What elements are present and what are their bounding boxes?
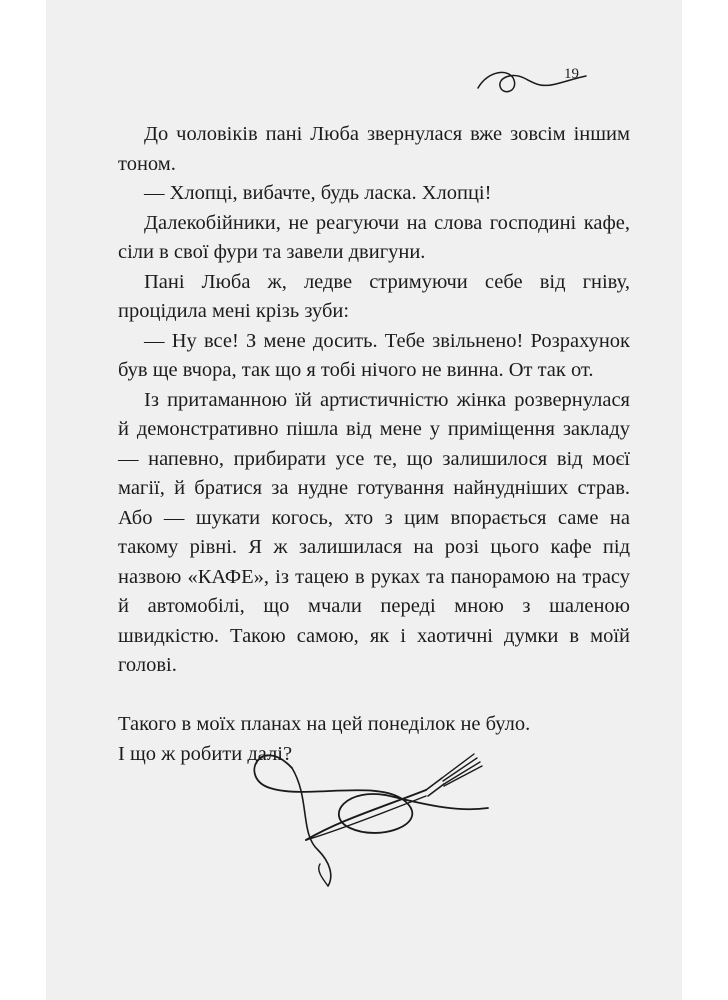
book-page bbox=[46, 0, 682, 1000]
closing-line: Такого в моїх планах на цей понеділок не було. bbox=[118, 713, 531, 735]
paragraph: — Ну все! З мене досить. Тебе звільнено! Розрахунок був ще вчора, так що я тобі нічого не винна. От так от. bbox=[118, 329, 630, 381]
paragraph: — Хлопці, вибачте, будь ласка. Хлопці! bbox=[144, 182, 492, 204]
closing-line: І що ж робити далі? bbox=[118, 742, 293, 765]
body-text bbox=[118, 120, 630, 769]
paragraph: Далекобійники, не реагуючи на слова господині кафе, сіли в свої фури та завели двигуни. bbox=[118, 211, 630, 263]
paragraph: Із притаманною їй артистичністю жінка розвернулася й демонстративно пішла від мене у приміщення закладу — напевно, прибирати усе те, що залишилося від моєї магії, й братися за нудне готування найнудніших страв. Або — шукати когось, хто з цим впорається саме на такому рівні. Я ж залишилася на розі цього кафе під назвою «КАФЕ», із тацею в руках та панорамою на трасу й автомобілі, що мчали переді мною з шаленою швидкістю. Такою самою, як і хаотичні думки в моїй голові. bbox=[118, 388, 630, 676]
paragraph: До чоловіків пані Люба звернулася вже зовсім іншим тоном. bbox=[118, 123, 630, 175]
page-number: 19 bbox=[564, 66, 579, 82]
paragraph: Пані Люба ж, ледве стримуючи себе від гніву, процідила мені крізь зуби: bbox=[118, 270, 630, 322]
section-break bbox=[118, 681, 630, 711]
fork-flourish-icon bbox=[230, 738, 490, 888]
